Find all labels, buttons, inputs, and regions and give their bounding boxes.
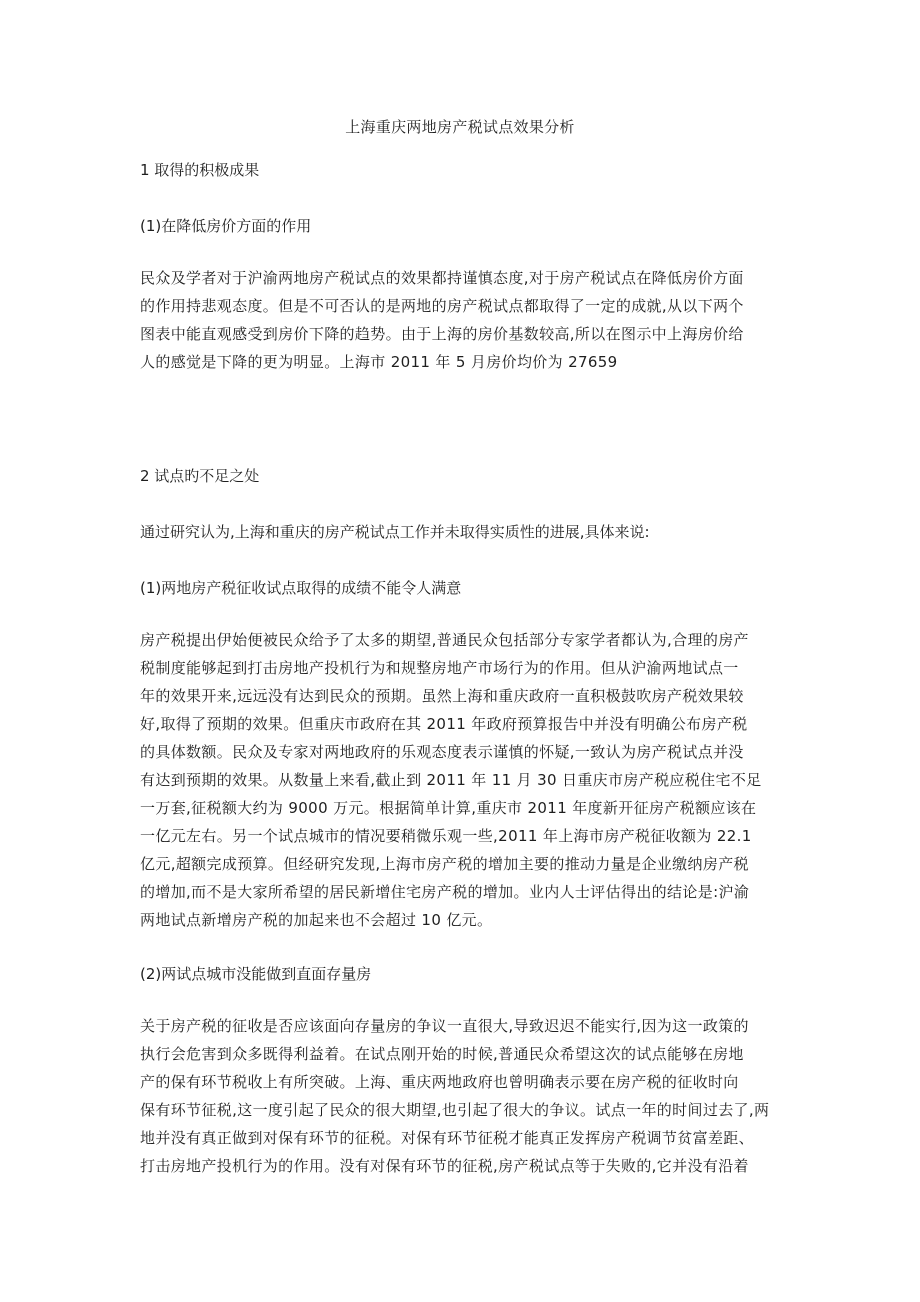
paragraph-line: 打击房地产投机行为的作用。没有对保有环节的征税,房产税试点等于失败的,它并没有沿着 [140,1157,749,1175]
paragraph-line: 图表中能直观感受到房价下降的趋势。由于上海的房价基数较高,所以在图示中上海房价给 [140,325,744,343]
paragraph-line: 税制度能够起到打击房地产投机行为和规整房地产市场行为的作用。但从沪渝两地试点一 [140,659,739,677]
paragraph-line: 年的效果开来,远远没有达到民众的预期。虽然上海和重庆政府一直积极鼓吹房产税效果较 [140,687,744,705]
paragraph-line: 亿元,超额完成预算。但经研究发现,上海市房产税的增加主要的推动力量是企业缴纳房产税 [140,855,749,873]
section-1-subheading-1: (1)在降低房价方面的作用 [140,217,312,235]
paragraph-line: 民众及学者对于沪渝两地房产税试点的效果都持谨慎态度,对于房产税试点在降低房价方面 [140,269,744,287]
paragraph-line: 一亿元左右。另一个试点城市的情况要稍微乐观一些,2011 年上海市房产税征收额为 22.1 [140,827,752,845]
paragraph-line: 有达到预期的效果。从数量上来看,截止到 2011 年 11 月 30 日重庆市房产税应税住宅不足 [140,771,762,789]
section-2-heading: 2 试点旳不足之处 [140,467,260,485]
paragraph-line: 产的保有环节税收上有所突破。上海、重庆两地政府也曾明确表示要在房产税的征收时向 [140,1073,739,1091]
paragraph-line: 地并没有真正做到对保有环节的征税。对保有环节征税才能真正发挥房产税调节贫富差距、 [140,1129,755,1147]
paragraph-line: 一万套,征税额大约为 9000 万元。根据简单计算,重庆市 2011 年度新开征房产税额应该在 [140,799,757,817]
paragraph-line: 执行会危害到众多既得利益着。在试点刚开始的时候,普通民众希望这次的试点能够在房地 [140,1045,744,1063]
document-title: 上海重庆两地房产税试点效果分析 [345,118,575,136]
paragraph-line: 关于房产税的征收是否应该面向存量房的争议一直很大,导致迟迟不能实行,因为这一政策的 [140,1017,749,1035]
section-2-paragraph-2 [140,1012,800,1180]
paragraph-line: 的增加,而不是大家所希望的居民新增住宅房产税的增加。业内人士评估得出的结论是:沪渝 [140,883,750,901]
section-2-paragraph-1 [140,626,800,934]
section-1-heading: 1 取得的积极成果 [140,161,260,179]
section-2-subheading-2: (2)两试点城市没能做到直面存量房 [140,965,372,983]
paragraph-line: 保有环节征税,这一度引起了民众的很大期望,也引起了很大的争议。试点一年的时间过去了,两 [140,1101,770,1119]
paragraph-line: 好,取得了预期的效果。但重庆市政府在其 2011 年政府预算报告中并没有明确公布房产税 [140,715,748,733]
section-2-intro: 通过研究认为,上海和重庆的房产税试点工作并未取得实质性的进展,具体来说: [140,523,650,541]
paragraph-line: 的作用持悲观态度。但是不可否认的是两地的房产税试点都取得了一定的成就,从以下两个 [140,297,744,315]
paragraph-line: 人的感觉是下降的更为明显。上海市 2011 年 5 月房价均价为 27659 [140,353,618,371]
paragraph-line: 房产税提出伊始便被民众给予了太多的期望,普通民众包括部分专家学者都认为,合理的房产 [140,631,749,649]
section-1-paragraph-1 [140,264,800,376]
paragraph-line: 的具体数额。民众及专家对两地政府的乐观态度表示谨慎的怀疑,一致认为房产税试点并没 [140,743,744,761]
paragraph-line: 两地试点新增房产税的加起来也不会超过 10 亿元。 [140,911,493,929]
section-2-subheading-1: (1)两地房产税征收试点取得的成绩不能令人满意 [140,579,462,597]
